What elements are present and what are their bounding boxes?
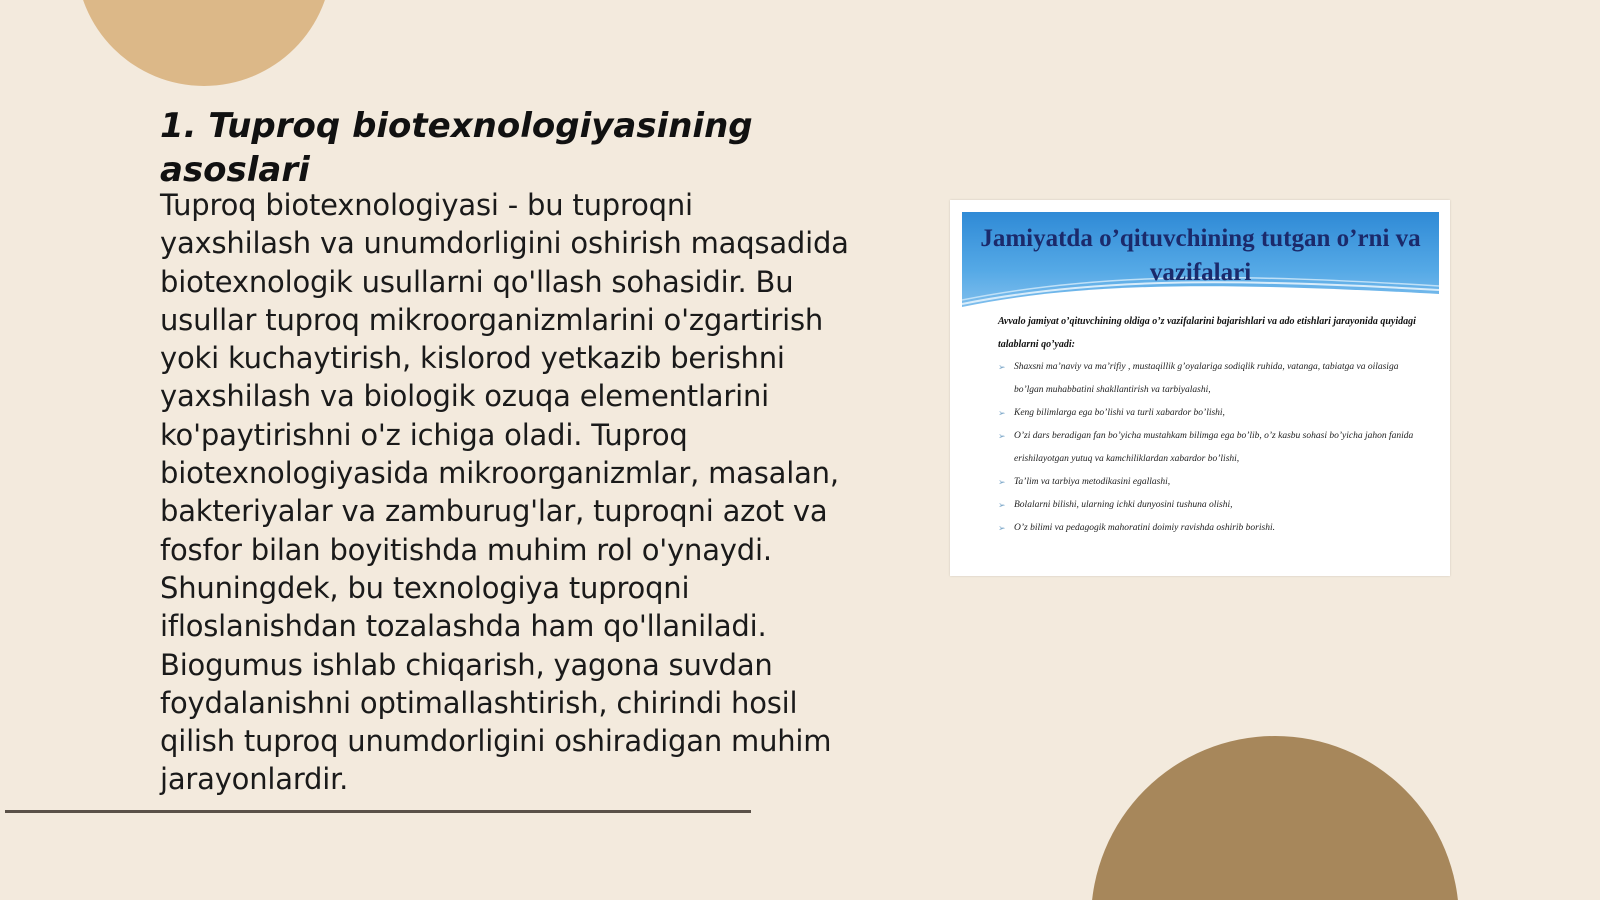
embedded-slide-image: [950, 200, 1450, 576]
embedded-image-title: Jamiyatda o’qituvchining tutgan o’rni va vazifalari: [980, 225, 1421, 286]
decorative-circle-bottom: [1091, 736, 1459, 900]
list-item: [998, 494, 1418, 517]
horizontal-rule: [5, 810, 751, 813]
embedded-image-intro: Avvalo jamiyat o’qituvchining oldiga o’z vazifalarini bajarishlari va ado etishlari jarayonida quyidagi talablarni qo’yadi:: [998, 316, 1416, 350]
list-item: [998, 356, 1418, 402]
arrow-bullet-icon: ➢: [998, 408, 1006, 418]
list-item: [998, 425, 1418, 471]
list-item: [998, 471, 1418, 494]
arrow-bullet-icon: ➢: [998, 500, 1006, 510]
arrow-bullet-icon: ➢: [998, 477, 1006, 487]
arrow-bullet-icon: ➢: [998, 362, 1006, 372]
arrow-bullet-icon: ➢: [998, 431, 1006, 441]
embedded-image-list: [998, 356, 1418, 540]
list-item-text: Keng bilimlarga ega bo’lishi va turli xabardor bo’lishi,: [1014, 408, 1225, 418]
list-item: [998, 402, 1418, 425]
list-item-text: O’zi dars beradigan fan bo’yicha mustahkam bilimga ega bo’lib, o’z kasbu sohasi bo’yicha jahon fanida erishilayotgan yutuq va kamchiliklardan xabardor bo’lishi,: [1014, 431, 1414, 464]
arrow-bullet-icon: ➢: [998, 523, 1006, 533]
slide-body-text: Tuproq biotexnologiyasi - bu tuproqni yaxshilash va unumdorligini oshirish maqsadida biotexnologik usullarni qo'llash sohasidir. Bu usullar tuproq mikroorganizmlarini o'zgartirish yoki kuchaytirish, kislorod yetkazib berishni yaxshilash va biologik ozuqa elementlarini ko'paytirishni o'z ichiga oladi. Tuproq biotexnologiyasida mikroorganizmlar, masalan, bakteriyalar va zamburug'lar, tuproqni azot va fosfor bilan boyitishda muhim rol o'ynaydi. Shuningdek, bu texnologiya tuproqni ifloslanishdan tozalashda ham qo'llaniladi. Biogumus ishlab chiqarish, yagona suvdan foydalanishni optimallashtirish, chirindi hosil qilish tuproq unumdorligini oshiradigan muhim jarayonlardir.: [160, 188, 849, 797]
list-item: [998, 517, 1418, 540]
decorative-circle-top: [76, 0, 332, 86]
list-item-text: Shaxsni ma’naviy va ma’rifiy , mustaqillik g’oyalariga sodiqlik ruhida, vatanga, tabiatga va oilasiga bo’lgan muhabbatini shakllantirish va tarbiyalashi,: [1014, 362, 1399, 395]
slide-title: 1. Tuproq biotexnologiyasining asoslari: [160, 106, 753, 190]
list-item-text: Bolalarni bilishi, ularning ichki dunyosini tushuna olishi,: [1014, 500, 1233, 510]
list-item-text: O’z bilimi va pedagogik mahoratini doimiy ravishda oshirib borishi.: [1014, 523, 1275, 533]
list-item-text: Ta’lim va tarbiya metodikasini egallashi,: [1014, 477, 1171, 487]
